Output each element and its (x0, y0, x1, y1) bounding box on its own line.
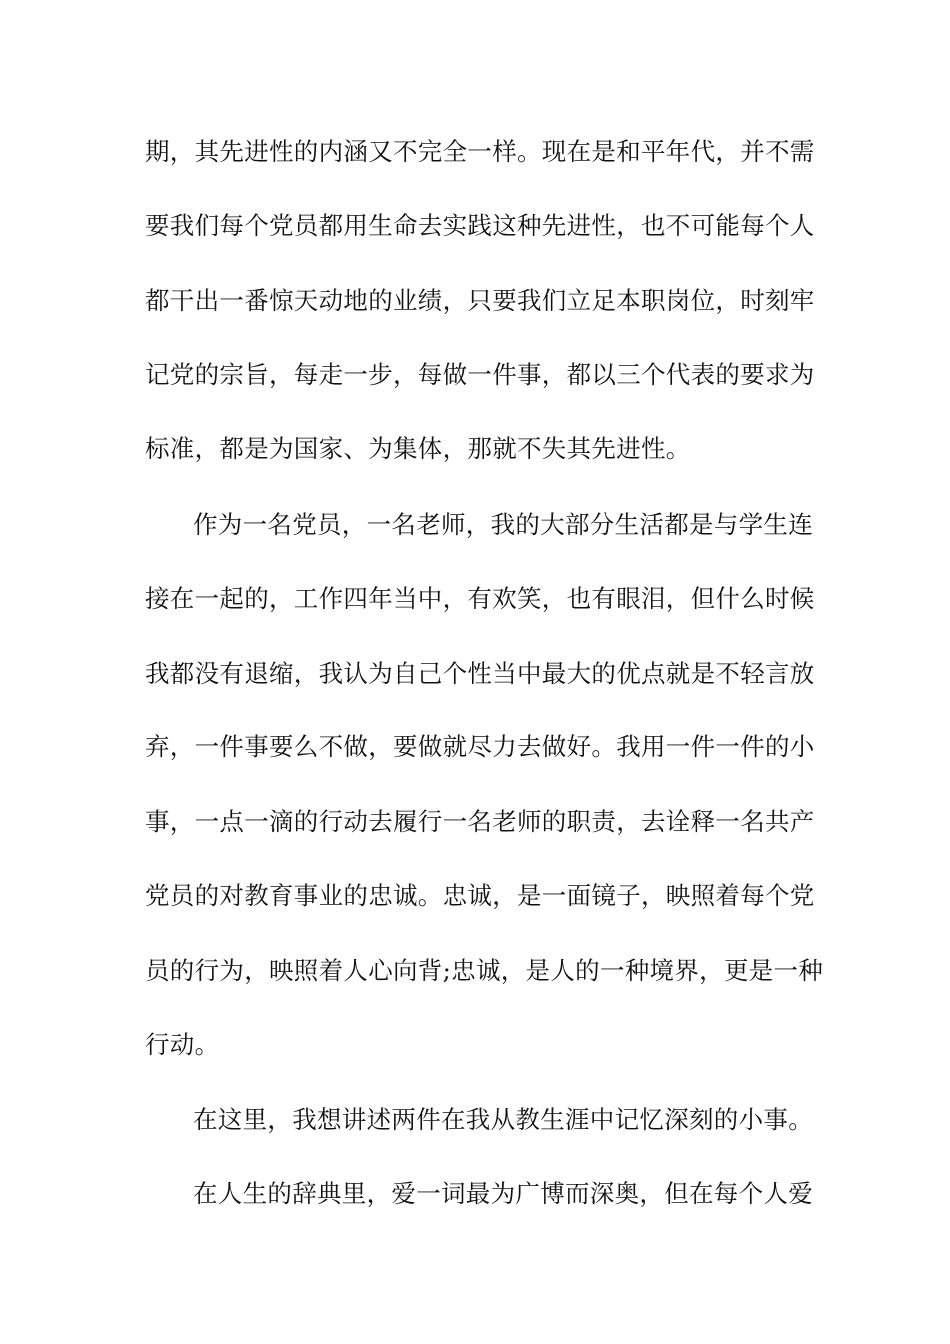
text-line: 要我们每个党员都用生命去实践这种先进性，也不可能每个人 (145, 211, 815, 240)
text-line: 党员的对教育事业的忠诚。忠诚，是一面镜子，映照着每个党 (145, 881, 815, 910)
text-line: 行动。 (145, 1030, 220, 1059)
text-line: 都干出一番惊天动地的业绩，只要我们立足本职岗位，时刻牢 (145, 286, 815, 315)
text-line: 记党的宗旨，每走一步，每做一件事，都以三个代表的要求为 (145, 360, 815, 389)
text-line: 弃，一件事要么不做，要做就尽力去做好。我用一件一件的小 (145, 732, 815, 761)
text-line: 员的行为，映照着人心向背;忠诚，是人的一种境界，更是一种 (145, 956, 824, 985)
text-line: 期，其先进性的内涵又不完全一样。现在是和平年代，并不需 (145, 137, 815, 166)
text-line: 我都没有退缩，我认为自己个性当中最大的优点就是不轻言放 (145, 659, 815, 688)
text-line: 事，一点一滴的行动去履行一名老师的职责，去诠释一名共产 (145, 807, 815, 836)
paragraph-first-line: 在这里，我想讲述两件在我从教生涯中记忆深刻的小事。 (193, 1105, 813, 1134)
text-line: 接在一起的，工作四年当中，有欢笑，也有眼泪，但什么时候 (145, 584, 815, 613)
paragraph-first-line: 在人生的辞典里，爱一词最为广博而深奥，但在每个人爱 (193, 1179, 813, 1208)
paragraph-first-line: 作为一名党员，一名老师，我的大部分生活都是与学生连 (193, 510, 813, 539)
text-line: 标准，都是为国家、为集体，那就不失其先进性。 (145, 434, 691, 463)
